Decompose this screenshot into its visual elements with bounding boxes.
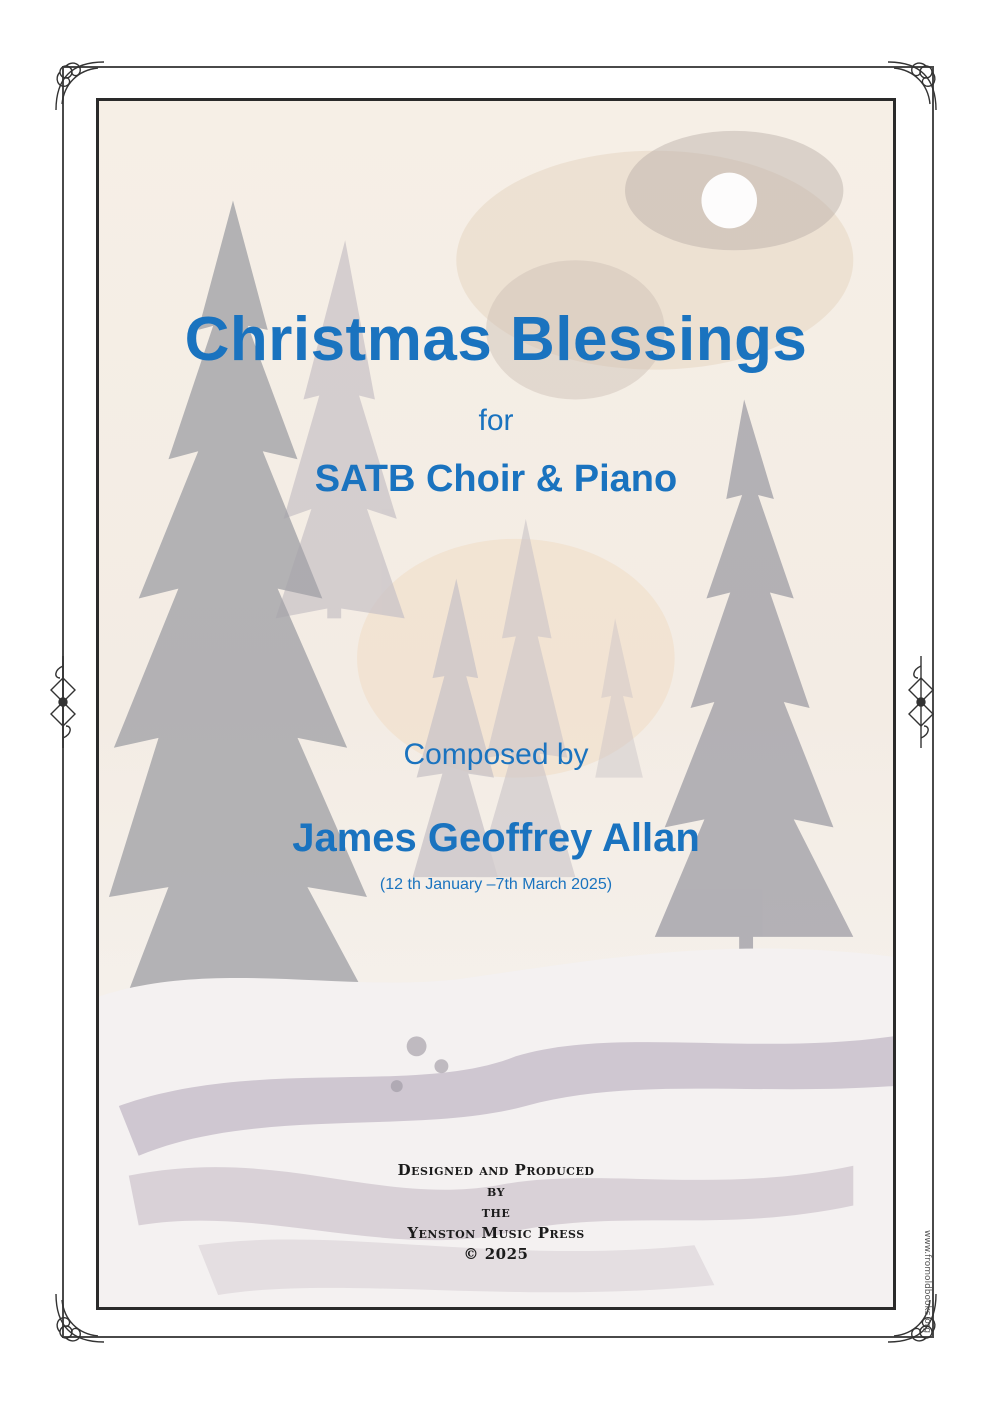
for-label: for <box>478 404 514 437</box>
composer-name: James Geoffrey Allan <box>292 816 700 860</box>
winter-forest-illustration <box>99 101 893 1307</box>
side-flourish-icon <box>904 652 938 752</box>
credits-line: the <box>481 1203 511 1221</box>
credits-line: Yenston Music Press <box>407 1224 585 1242</box>
side-flourish-icon <box>46 652 80 752</box>
cover-illustration-frame <box>96 98 896 1310</box>
credits-line: by <box>487 1182 505 1200</box>
corner-flourish-icon <box>52 58 108 114</box>
publisher-credits <box>0 1160 992 1265</box>
composed-by-label: Composed by <box>403 738 589 771</box>
credits-line: © 2025 <box>463 1245 529 1263</box>
ensemble-subtitle: SATB Choir & Piano <box>314 458 678 500</box>
composition-dates: (12 th January –7th March 2025) <box>379 876 613 893</box>
credits-line: Designed and Produced <box>397 1161 595 1179</box>
corner-flourish-icon <box>884 58 940 114</box>
margin-watermark-url: www.fromoldbooks.org <box>922 1230 932 1334</box>
cover-title: Christmas Blessings <box>184 305 808 374</box>
corner-flourish-icon <box>52 1290 108 1346</box>
